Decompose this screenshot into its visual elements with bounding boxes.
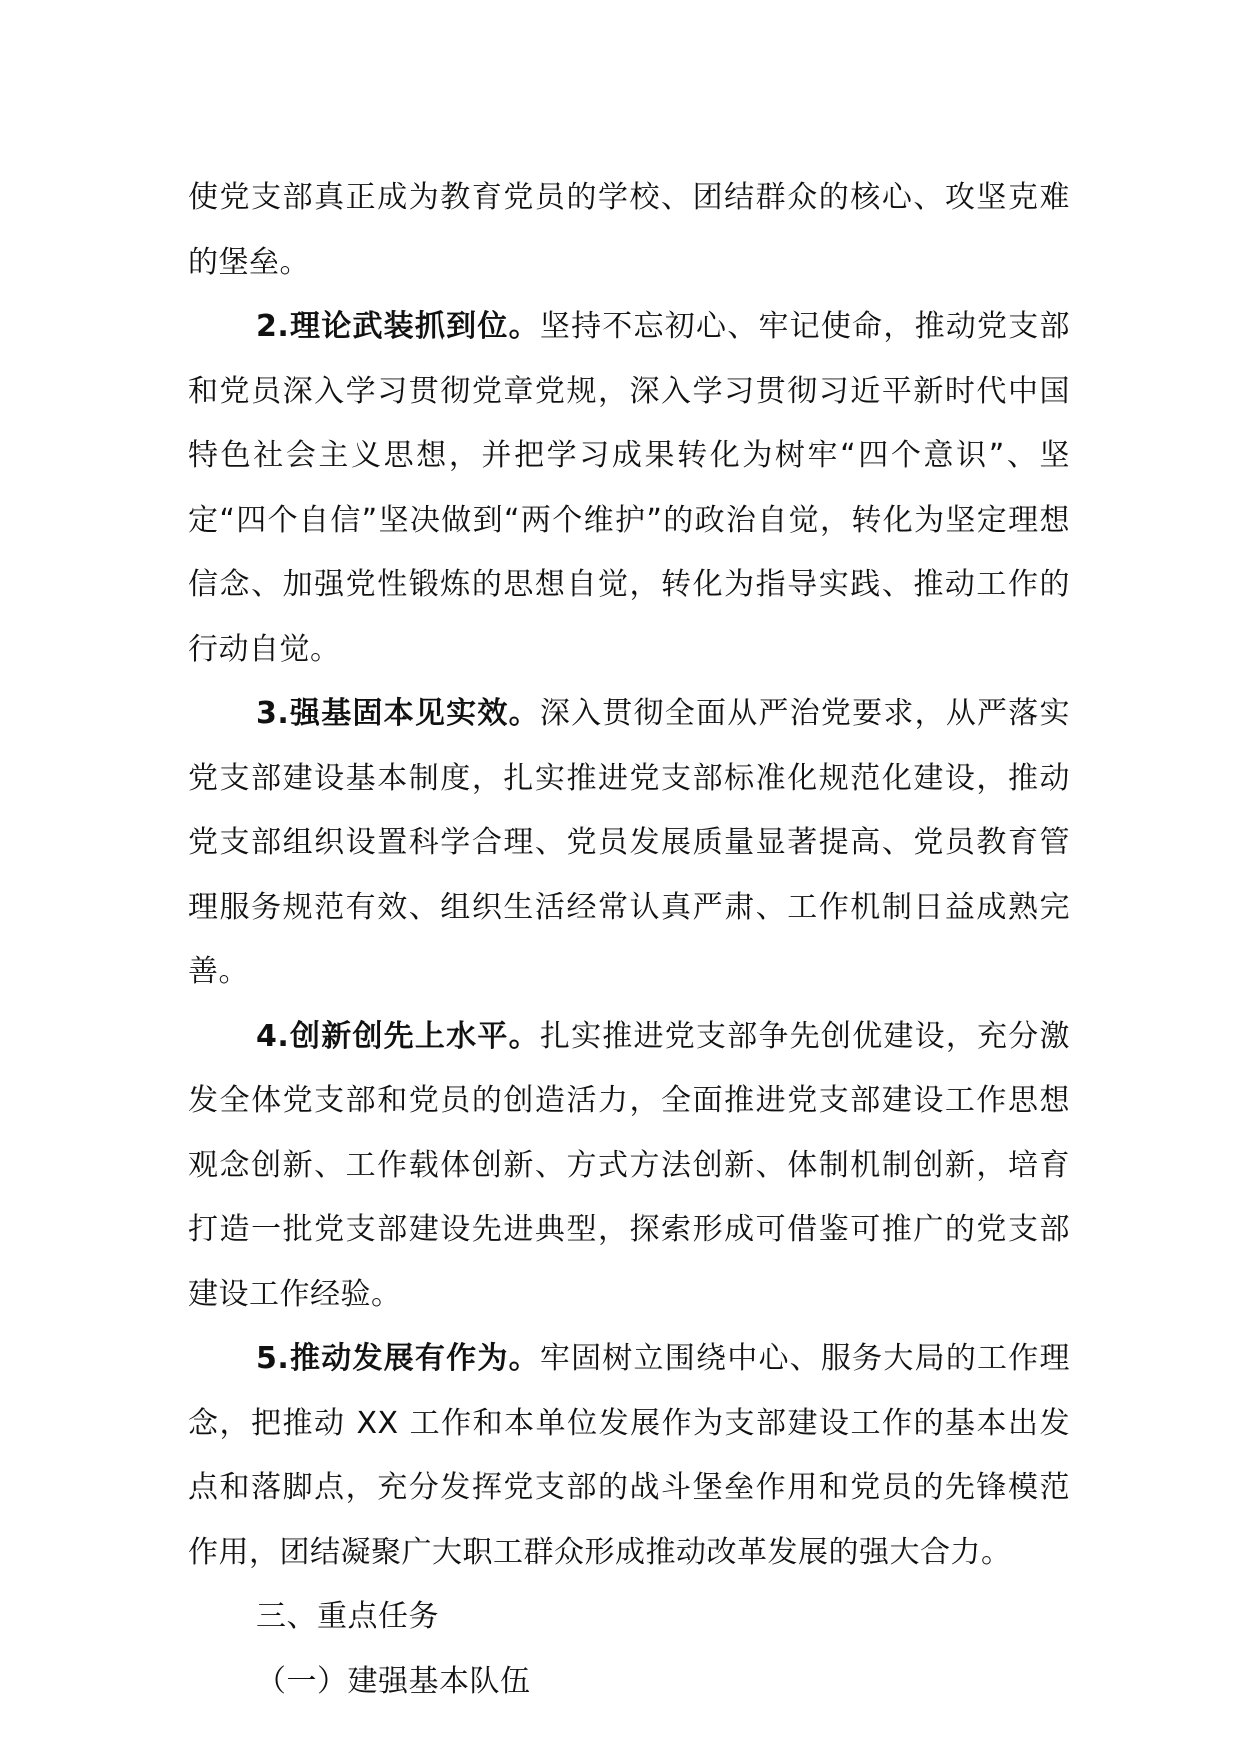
paragraph-text: 深入贯彻全面从严治党要求，从严落实党支部建设基本制度，扎实推进党支部标准化规范化建设，推动党支部组织设置科学合理、党员发展质量显著提高、党员教育管理服务规范有效、组织生活经常认真严肃、工作机制日益成熟完善。 (188, 696, 1071, 989)
document-body (188, 166, 1070, 1714)
paragraph-continuation (188, 166, 1070, 295)
paragraph-heading: 5.推动发展有作为。 (256, 1341, 540, 1376)
paragraph-innovation (188, 1005, 1070, 1328)
paragraph-text: 使党支部真正成为教育党员的学校、团结群众的核心、攻坚克难的堡垒。 (188, 180, 1070, 280)
paragraph-text: 扎实推进党支部争先创优建设，充分激发全体党支部和党员的创造活力，全面推进党支部建设工作思想观念创新、工作载体创新、方式方法创新、体制机制创新，培育打造一批党支部建设先进典型，探索形成可借鉴可推广的党支部建设工作经验。 (188, 1018, 1071, 1312)
section-heading (188, 1585, 1070, 1650)
subsection-heading-text: （一）建强基本队伍 (256, 1663, 531, 1699)
paragraph-theory-armament (188, 295, 1070, 682)
paragraph-heading: 4.创新创先上水平。 (256, 1018, 540, 1054)
paragraph-heading: 3.强基固本见实效。 (256, 696, 540, 731)
subsection-heading (188, 1650, 1070, 1715)
section-heading-text: 三、重点任务 (256, 1599, 439, 1634)
paragraph-text: 牢固树立围绕中心、服务大局的工作理念，把推动 XX 工作和本单位发展作为支部建设工作的基本出发点和落脚点，充分发挥党支部的战斗堡垒作用和党员的先锋模范作用，团结凝聚广大职工群众形成推动改革发展的强大合力。 (188, 1341, 1071, 1570)
paragraph-text: 坚持不忘初心、牢记使命，推动党支部和党员深入学习贯彻党章党规，深入学习贯彻习近平新时代中国特色社会主义思想，并把学习成果转化为树牢“四个意识”、坚定“四个自信”坚决做到“两个维护”的政治自觉，转化为坚定理想信念、加强党性锻炼的思想自觉，转化为指导实践、推动工作的行动自觉。 (188, 309, 1071, 667)
paragraph-promote-development (188, 1327, 1070, 1585)
paragraph-heading: 2.理论武装抓到位。 (256, 309, 540, 344)
paragraph-strengthen-foundation (188, 682, 1070, 1005)
